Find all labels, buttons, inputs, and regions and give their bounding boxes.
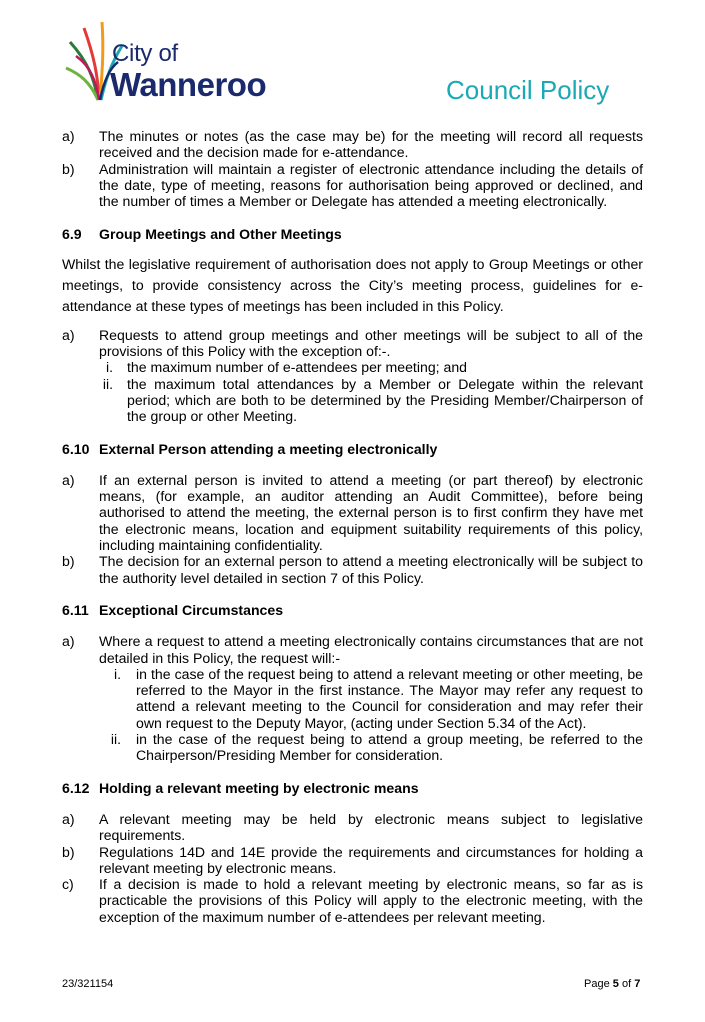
section-heading-6-10 [62,441,643,457]
item-label: b) [62,553,75,570]
item-label: a) [62,128,75,144]
logo-city-text: City of [112,40,178,67]
city-of-wanneroo-logo [64,18,294,102]
section-title: Holding a relevant meeting by electronic means [99,779,419,796]
sub-item [99,359,643,375]
sub-item-label: ii. [110,731,121,748]
logo-name-text: Wanneroo [110,66,267,103]
policy-content [62,128,643,925]
section-number: 6.9 [62,226,82,243]
item-text: The minutes or notes (as the case may be) for the meeting will record all requests received and the decision made for e-attendance. [99,128,643,161]
section-heading-6-11 [62,602,643,618]
sub-item [99,376,643,425]
section-title: External Person attending a meeting electronically [99,440,438,457]
item-label: b) [62,843,75,860]
footer-doc-ref: 23/321154 [62,978,114,990]
list-item [62,161,643,210]
sub-item [99,731,643,764]
section-number: 6.12 [62,779,90,796]
sub-item-text: the maximum total attendances by a Member or Delegate within the relevant period; which are both to be determined by the Presiding Member/Chairperson of the group or other Meeting. [127,375,643,425]
list-item [62,811,643,844]
page-word: Page [584,978,610,990]
item-label: a) [62,633,75,650]
list-item [62,128,643,161]
item-text: Regulations 14D and 14E provide the requirements and circumstances for holding a relevant meeting by electronic means. [99,843,643,876]
page-total: 7 [634,978,641,990]
item-text: Administration will maintain a register of electronic attendance including the details of the date, type of meeting, reasons for authorisation being approved or declined, and the number of times a Member or Delegate has attended a meeting electronically. [99,160,643,210]
item-text: A relevant meeting may be held by electronic means subject to legislative requirements. [99,810,643,844]
sub-item-text: the maximum number of e-attendees per meeting; and [127,359,467,376]
list-item [62,844,643,877]
item-label: b) [62,160,75,177]
footer-page-number [584,978,640,990]
document-type-title: Council Policy [446,75,610,105]
item-text: Requests to attend group meetings and other meetings will be subject to all of the provisions of this Policy with the exception of:-. [99,326,643,360]
item-text: Where a request to attend a meeting electronically contains circumstances that are not detailed in this Policy, the request will:- [99,633,643,666]
item-label: a) [62,810,75,827]
of-word: of [621,978,632,990]
section-title: Exceptional Circumstances [99,601,284,618]
sub-item-label: i. [105,359,113,376]
sub-item-label: i. [113,665,121,682]
list-item [62,876,643,925]
sub-item [99,666,643,731]
sub-item-label: ii. [102,375,113,392]
list-item [62,553,643,586]
item-label: a) [62,326,75,343]
item-label: c) [62,876,74,893]
page-num: 5 [612,978,619,990]
section-heading-6-9 [62,226,643,242]
section-title: Group Meetings and Other Meetings [99,226,342,243]
list-item [62,633,643,763]
list-item [62,472,643,553]
section-number: 6.11 [62,601,89,618]
list-item [62,327,643,425]
item-text: If an external person is invited to attend a meeting (or part thereof) by electronic means, (for example, an auditor attending an Audit Committee), before being authorised to attend the meeting, the external person is to first confirm they have met the electronic means, location and equipment suitability requirements of this policy, including maintaining confidentiality. [99,471,643,554]
section-number: 6.10 [62,440,90,457]
item-label: a) [62,471,75,488]
sub-item-text: in the case of the request being to attend a group meeting, be referred to the Chairperson/Presiding Member for consideration. [136,731,643,764]
item-text: If a decision is made to hold a relevant meeting by electronic means, so far as is practicable the provisions of this Policy will apply to the electronic meeting, with the exception of the maximum number of e-attendees per relevant meeting. [99,876,643,925]
sub-item-text: in the case of the request being to attend a relevant meeting or other meeting, be referred to the Mayor in the first instance. The Mayor may refer any request to attend a relevant meeting to the Council for consideration and may refer their own request to the Deputy Mayor, (acting under Section 5.34 of the Act). [136,665,643,731]
item-text: The decision for an external person to attend a meeting electronically will be subject to the authority level detailed in section 7 of this Policy. [99,553,643,586]
section-heading-6-12 [62,780,643,796]
section-paragraph: Whilst the legislative requirement of authorisation does not apply to Group Meetings or other meetings, to provide consistency across the City’s meeting process, guidelines for e-attendance at these types of meetings has been included in this Policy. [62,255,643,314]
